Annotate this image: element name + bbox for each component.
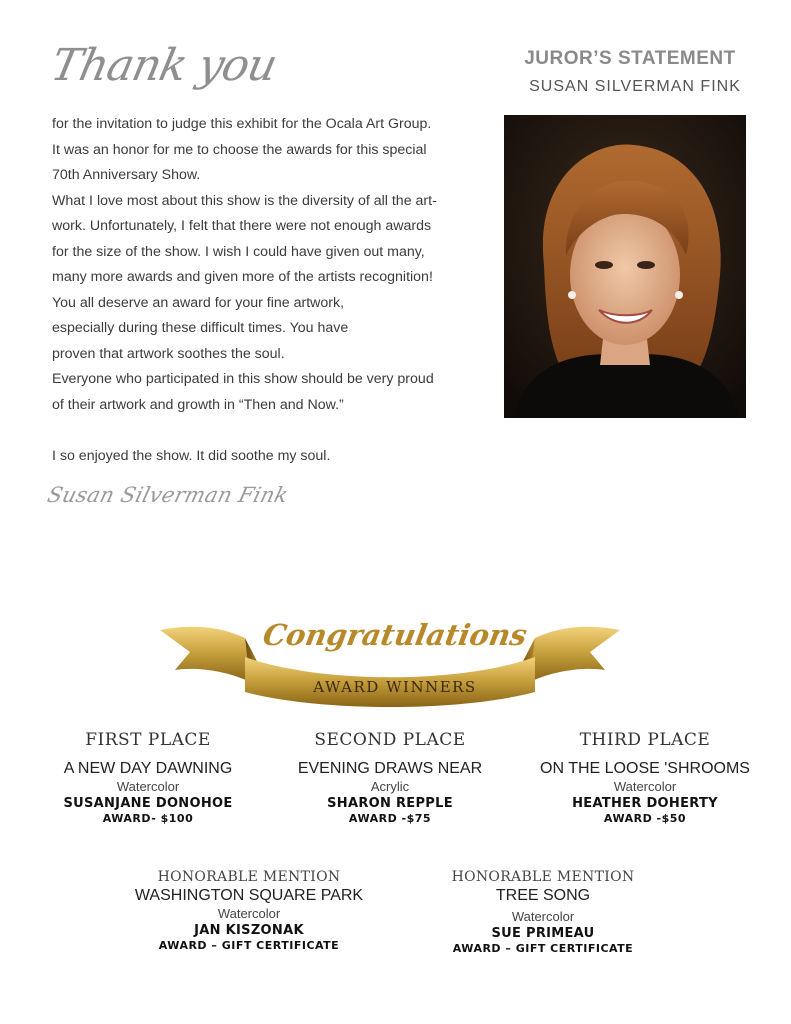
artwork-medium: Watercolor	[613, 779, 677, 794]
award-amount: AWARD – GIFT CERTIFICATE	[452, 942, 634, 955]
letter-line: especially during these difficult times. You have	[52, 320, 349, 336]
letter-line: What I love most about this show is the diversity of all the art-	[52, 192, 437, 209]
third-place-block	[520, 730, 770, 825]
artwork-medium: Watercolor	[511, 909, 575, 924]
artist-name: SUSANJANE DONOHOE	[63, 796, 233, 811]
letter-line: for the size of the show. I wish I could have given out many,	[52, 243, 425, 260]
portrait-illustration	[504, 115, 746, 418]
place-title: THIRD PLACE	[579, 730, 711, 750]
letter-line: work. Unfortunately, I felt that there were not enough awards	[52, 218, 432, 234]
letter-line: many more awards and given more of the artists recognition!	[52, 269, 433, 285]
place-title: HONORABLE MENTION	[451, 869, 635, 885]
honorable-mention-2-block	[428, 869, 658, 955]
award-amount: AWARD- $100	[102, 812, 194, 825]
letter-line: It was an honor for me to choose the awards for this special	[52, 141, 427, 158]
award-amount: AWARD -$75	[348, 812, 432, 825]
place-title: FIRST PLACE	[85, 730, 211, 750]
artist-name: JAN KISZONAK	[194, 923, 304, 938]
signature: Susan Silverman Fink	[45, 483, 291, 507]
artwork-title: ON THE LOOSE 'SHROOMS	[540, 760, 750, 777]
juror-portrait-photo	[504, 115, 746, 418]
artist-name: SUE PRIMEAU	[491, 926, 595, 941]
juror-statement-title: JUROR’S STATEMENT	[524, 48, 736, 69]
artwork-medium: Watercolor	[116, 779, 180, 794]
award-winners-label: AWARD WINNERS	[313, 678, 477, 696]
letter-line: Everyone who participated in this show should be very proud	[52, 371, 434, 387]
second-place-block	[275, 730, 505, 825]
honorable-mention-1-block	[124, 869, 374, 952]
juror-letter	[52, 112, 462, 469]
artwork-title: EVENING DRAWS NEAR	[297, 760, 483, 777]
artwork-title: TREE SONG	[495, 887, 591, 904]
artist-name: HEATHER DOHERTY	[572, 796, 718, 811]
place-title: HONORABLE MENTION	[157, 869, 341, 885]
juror-name: SUSAN SILVERMAN FINK	[529, 78, 741, 95]
letter-line: 70th Anniversary Show.	[52, 167, 201, 183]
thank-you-heading: Thank you	[46, 40, 282, 91]
letter-closing: I so enjoyed the show. It did soothe my soul.	[52, 447, 331, 464]
letter-line: for the invitation to judge this exhibit for the Ocala Art Group.	[52, 116, 432, 132]
congratulations-heading: Congratulations	[260, 618, 530, 652]
artwork-title: A NEW DAY DAWNING	[63, 760, 233, 777]
artwork-medium: Watercolor	[217, 906, 281, 921]
first-place-block	[33, 730, 263, 825]
letter-line: of their artwork and growth in “Then and Now.”	[52, 396, 344, 413]
letter-line: proven that artwork soothes the soul.	[52, 345, 285, 362]
award-amount: AWARD – GIFT CERTIFICATE	[158, 939, 340, 952]
artwork-medium: Acrylic	[370, 779, 410, 794]
place-title: SECOND PLACE	[314, 730, 466, 750]
award-amount: AWARD -$50	[603, 812, 687, 825]
artist-name: SHARON REPPLE	[327, 796, 453, 811]
artwork-title: WASHINGTON SQUARE PARK	[134, 887, 364, 904]
letter-line: You all deserve an award for your fine artwork,	[52, 294, 345, 311]
